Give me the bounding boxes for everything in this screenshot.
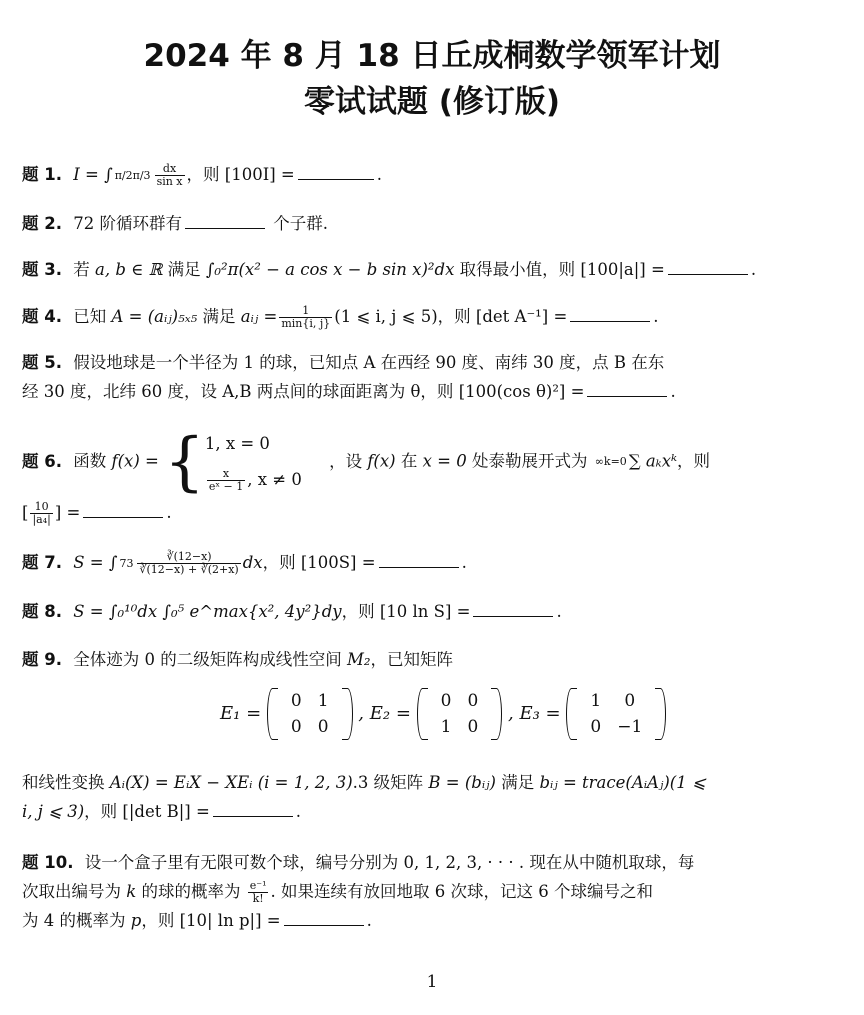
case-2: , x ≠ 0 bbox=[247, 470, 302, 489]
formula: dx bbox=[242, 553, 263, 572]
matrix-cell: 0 bbox=[317, 717, 329, 737]
formula: x = 0 bbox=[422, 451, 467, 471]
answer-expr: [100(cos θ)²] = bbox=[458, 382, 585, 401]
formula: I = ∫ bbox=[73, 165, 113, 184]
denominator: ∛(12−x) + ∛(2+x) bbox=[139, 563, 239, 576]
problem-label: 题 6. bbox=[22, 451, 62, 471]
matrix-cell: 0 bbox=[467, 691, 479, 711]
problem-9-continued: 和线性变换 Aᵢ(X) = EᵢX − XEᵢ (i = 1, 2, 3).3 级矩阵 B = (bᵢⱼ) 满足 bᵢⱼ = trace(AᵢAⱼ)(1 ⩽ i, j ⩽ 3)，则 [|det B|] = . bbox=[22, 773, 706, 821]
formula: bᵢⱼ = trace(AᵢAⱼ)(1 ⩽ bbox=[539, 773, 706, 792]
formula: B = (bᵢⱼ) bbox=[428, 773, 496, 792]
answer-expr: [10| ln p|] = bbox=[179, 911, 281, 930]
problem-3: 题 3. 若 a, b ∈ ℝ 满足 ∫₀²π(x² − a cos x − b sin x)²dx 取得最小值，则 [100|a|] = . bbox=[22, 260, 757, 279]
answer-blank[interactable] bbox=[185, 214, 265, 229]
answer-expr: [det A⁻¹] = bbox=[475, 307, 568, 326]
matrix-e3 bbox=[566, 688, 666, 740]
formula: ∑ aₖxᵏ bbox=[628, 451, 678, 471]
sum-upper: ∞ bbox=[594, 455, 604, 468]
text: 处泰勒展开式为 bbox=[472, 451, 588, 471]
answer-expr: [100S] = bbox=[300, 553, 376, 572]
text: . 如果连续有放回地取 6 次球，记这 6 个球编号之和 bbox=[270, 882, 653, 901]
problem-2 bbox=[22, 209, 842, 238]
matrix-cell: 0 bbox=[290, 691, 302, 711]
numerator: 10 bbox=[30, 501, 52, 514]
answer-expr: [|det B|] = bbox=[122, 802, 210, 821]
denominator: min{i, j} bbox=[281, 317, 331, 330]
text: ，已知矩阵 bbox=[370, 650, 454, 669]
problem-6: 题 6. 函数 f(x) = {1, x = 0 $\frac{x}{\text{eˣ − 1}}$ , x ≠ 0 ，设 f(x) 在 x = 0 处泰勒展开式为 ∞k=0 ∑ aₖxᵏ，则 [ $\frac{10}{\text{|a₄|}}$ ] = . bbox=[22, 425, 711, 526]
answer-expr: [100|a|] = bbox=[580, 260, 665, 279]
text: 满足 bbox=[202, 307, 236, 326]
numerator: dx bbox=[155, 163, 185, 176]
matrix-cell: −1 bbox=[617, 717, 643, 737]
answer-blank[interactable] bbox=[83, 503, 163, 518]
answer-blank[interactable] bbox=[379, 553, 459, 568]
text: 次取出编号为 bbox=[22, 882, 121, 901]
numerator: x bbox=[207, 468, 245, 481]
matrix-cell: 0 bbox=[590, 717, 602, 737]
text: 若 bbox=[73, 260, 90, 279]
problem-7: 题 7. S = ∫ 73 $\frac{∛(12-x)}{∛(12-x) + ∛(2+x)}$ dx，则 [100S] = . bbox=[22, 550, 467, 576]
matrix-cell: 1 bbox=[440, 717, 452, 737]
matrix-cell: 0 bbox=[440, 691, 452, 711]
text: 经 30 度，北纬 60 度，设 A,B 两点间的球面距离为 θ，则 bbox=[22, 382, 454, 401]
denominator: |a₄| bbox=[32, 513, 51, 526]
left-brace: { bbox=[164, 425, 205, 499]
page-subtitle: 零试试题 (修订版) bbox=[303, 84, 561, 120]
formula: f(x) = bbox=[111, 451, 159, 471]
formula: A = (aᵢⱼ)₅ₓ₅ bbox=[111, 307, 198, 326]
answer-expr: [10 ln S] = bbox=[379, 602, 471, 621]
problem-label: 题 10. bbox=[22, 853, 74, 872]
problem-label: 题 5. bbox=[22, 353, 62, 372]
answer-blank[interactable] bbox=[587, 382, 667, 397]
text: 和线性变换 bbox=[22, 773, 105, 792]
formula: Aᵢ(X) = EᵢX − XEᵢ (i = 1, 2, 3) bbox=[109, 773, 353, 792]
text: ，则 bbox=[677, 451, 711, 471]
numerator: ∛(12−x) bbox=[137, 551, 240, 564]
denominator: k! bbox=[252, 892, 264, 905]
problem-label: 题 9. bbox=[22, 650, 62, 669]
problem-5: 题 5. 假设地球是一个半径为 1 的球，已知点 A 在西经 90 度、南纬 30 度，点 B 在东 经 30 度，北纬 60 度，设 A,B 两点间的球面距离为 θ，则 [100(cos θ)²] = . bbox=[22, 353, 676, 401]
text: ，则 bbox=[141, 911, 175, 930]
text: 72 阶循环群有 bbox=[73, 214, 182, 233]
sum-lower: k=0 bbox=[603, 455, 627, 468]
answer-expr: ] = bbox=[54, 503, 81, 522]
text: ，则 bbox=[84, 802, 118, 821]
formula: ∫₀²π(x² − a cos x − b sin x)²dx bbox=[205, 260, 455, 279]
answer-blank[interactable] bbox=[570, 307, 650, 322]
problem-4: 题 4. 已知 A = (aᵢⱼ)₅ₓ₅ 满足 aᵢⱼ = $\frac{1}{\min\{i, j\}}$ (1 ⩽ i, j ⩽ 5)，则 [det A⁻¹] = . bbox=[22, 304, 659, 330]
limit-low: 3 bbox=[126, 556, 134, 570]
case-1: 1, x = 0 bbox=[204, 434, 270, 453]
formula: S = ∫ bbox=[73, 553, 118, 572]
text: ，则 bbox=[341, 602, 375, 621]
matrix-cell: 0 bbox=[624, 691, 636, 711]
problem-1: 题 1. I = ∫ π/2π/3 $\frac{dx}{\text{sin x}}$ ，则 [100I] = . bbox=[22, 162, 382, 188]
formula: M₂ bbox=[347, 650, 371, 669]
page-number: 1 bbox=[426, 972, 438, 992]
text: 个子群. bbox=[273, 214, 328, 233]
matrix-cell: 0 bbox=[290, 717, 302, 737]
text: 满足 bbox=[167, 260, 201, 279]
text: 全体迹为 0 的二级矩阵构成线性空间 bbox=[73, 650, 342, 669]
problem-10: 题 10. 设一个盒子里有无限可数个球，编号分别为 0, 1, 2, 3, · · · . 现在从中随机取球，每 次取出编号为 k 的球的概率为 $\frac{\text{e⁻¹}}{k!}$ . 如果连续有放回地取 6 次球，记这 6 个球编号之和 为 4 的概率为 p，则 [10| ln p|] = . bbox=[22, 853, 695, 930]
numerator: 1 bbox=[279, 305, 332, 318]
text: 在 bbox=[400, 451, 418, 471]
matrix-cell: 1 bbox=[590, 691, 602, 711]
formula: aᵢⱼ = bbox=[240, 307, 278, 326]
text: 函数 bbox=[73, 451, 107, 471]
formula: (1 ⩽ i, j ⩽ 5) bbox=[334, 307, 438, 326]
text: 设一个盒子里有无限可数个球，编号分别为 0, 1, 2, 3, · · · . 现在从中随机取球，每 bbox=[84, 853, 695, 872]
problem-8: 题 8. S = ∫₀¹⁰dx ∫₀⁵ e^max{x², 4y²}dy，则 [10 ln S] = . bbox=[22, 602, 562, 621]
formula: k bbox=[126, 882, 137, 901]
limit-low: π/3 bbox=[132, 168, 151, 182]
limit-up: π/2 bbox=[114, 168, 133, 182]
formula: S = ∫₀¹⁰dx ∫₀⁵ e^max{x², 4y²}dy bbox=[73, 602, 342, 621]
piecewise bbox=[164, 426, 302, 498]
formula: p bbox=[130, 911, 142, 930]
answer-blank[interactable] bbox=[298, 165, 374, 180]
matrix-label: E₁ = bbox=[220, 703, 262, 724]
denominator: sin x bbox=[156, 175, 183, 188]
text: ，则 bbox=[437, 307, 471, 326]
page-title: 2024 年 8 月 18 日丘成桐数学领军计划 bbox=[143, 38, 721, 74]
answer-expr: [100I] = bbox=[224, 165, 295, 184]
formula: i, j ⩽ 3) bbox=[22, 802, 85, 821]
matrix-label: , E₃ = bbox=[508, 703, 561, 724]
problem-label: 题 3. bbox=[22, 260, 62, 279]
answer-blank[interactable] bbox=[668, 260, 748, 275]
numerator: e⁻¹ bbox=[249, 879, 267, 892]
text: ，则 bbox=[186, 165, 220, 184]
answer-blank[interactable] bbox=[473, 602, 553, 617]
matrix-cell: 1 bbox=[317, 691, 329, 711]
matrix-e1 bbox=[267, 688, 353, 740]
formula: a, b ∈ ℝ bbox=[95, 260, 163, 279]
text: 假设地球是一个半径为 1 的球，已知点 A 在西经 90 度、南纬 30 度，点 B 在东 bbox=[73, 353, 665, 372]
limit-up: 7 bbox=[119, 556, 127, 570]
text: .3 级矩阵 bbox=[352, 773, 424, 792]
problem-label: 题 4. bbox=[22, 307, 62, 326]
problem-9 bbox=[22, 645, 842, 674]
text: ，则 bbox=[262, 553, 296, 572]
problem-label: 题 2. bbox=[22, 214, 62, 233]
text: 已知 bbox=[73, 307, 107, 326]
matrix-cell: 0 bbox=[467, 717, 479, 737]
answer-blank[interactable] bbox=[284, 911, 364, 926]
problem-label: 题 7. bbox=[22, 553, 62, 572]
text: ，设 bbox=[329, 451, 363, 471]
text: 满足 bbox=[501, 773, 535, 792]
text: 的球的概率为 bbox=[141, 882, 241, 901]
matrix-e2 bbox=[417, 688, 503, 740]
denominator: eˣ − 1 bbox=[208, 480, 244, 493]
matrix-label: , E₂ = bbox=[358, 703, 411, 724]
problem-label: 题 1. bbox=[22, 165, 62, 184]
text: 取得最小值，则 bbox=[459, 260, 576, 279]
answer-blank[interactable] bbox=[213, 802, 293, 817]
text: 为 4 的概率为 bbox=[22, 911, 126, 930]
matrix-definitions bbox=[220, 688, 666, 740]
formula: f(x) bbox=[367, 451, 396, 471]
problem-label: 题 8. bbox=[22, 602, 62, 621]
